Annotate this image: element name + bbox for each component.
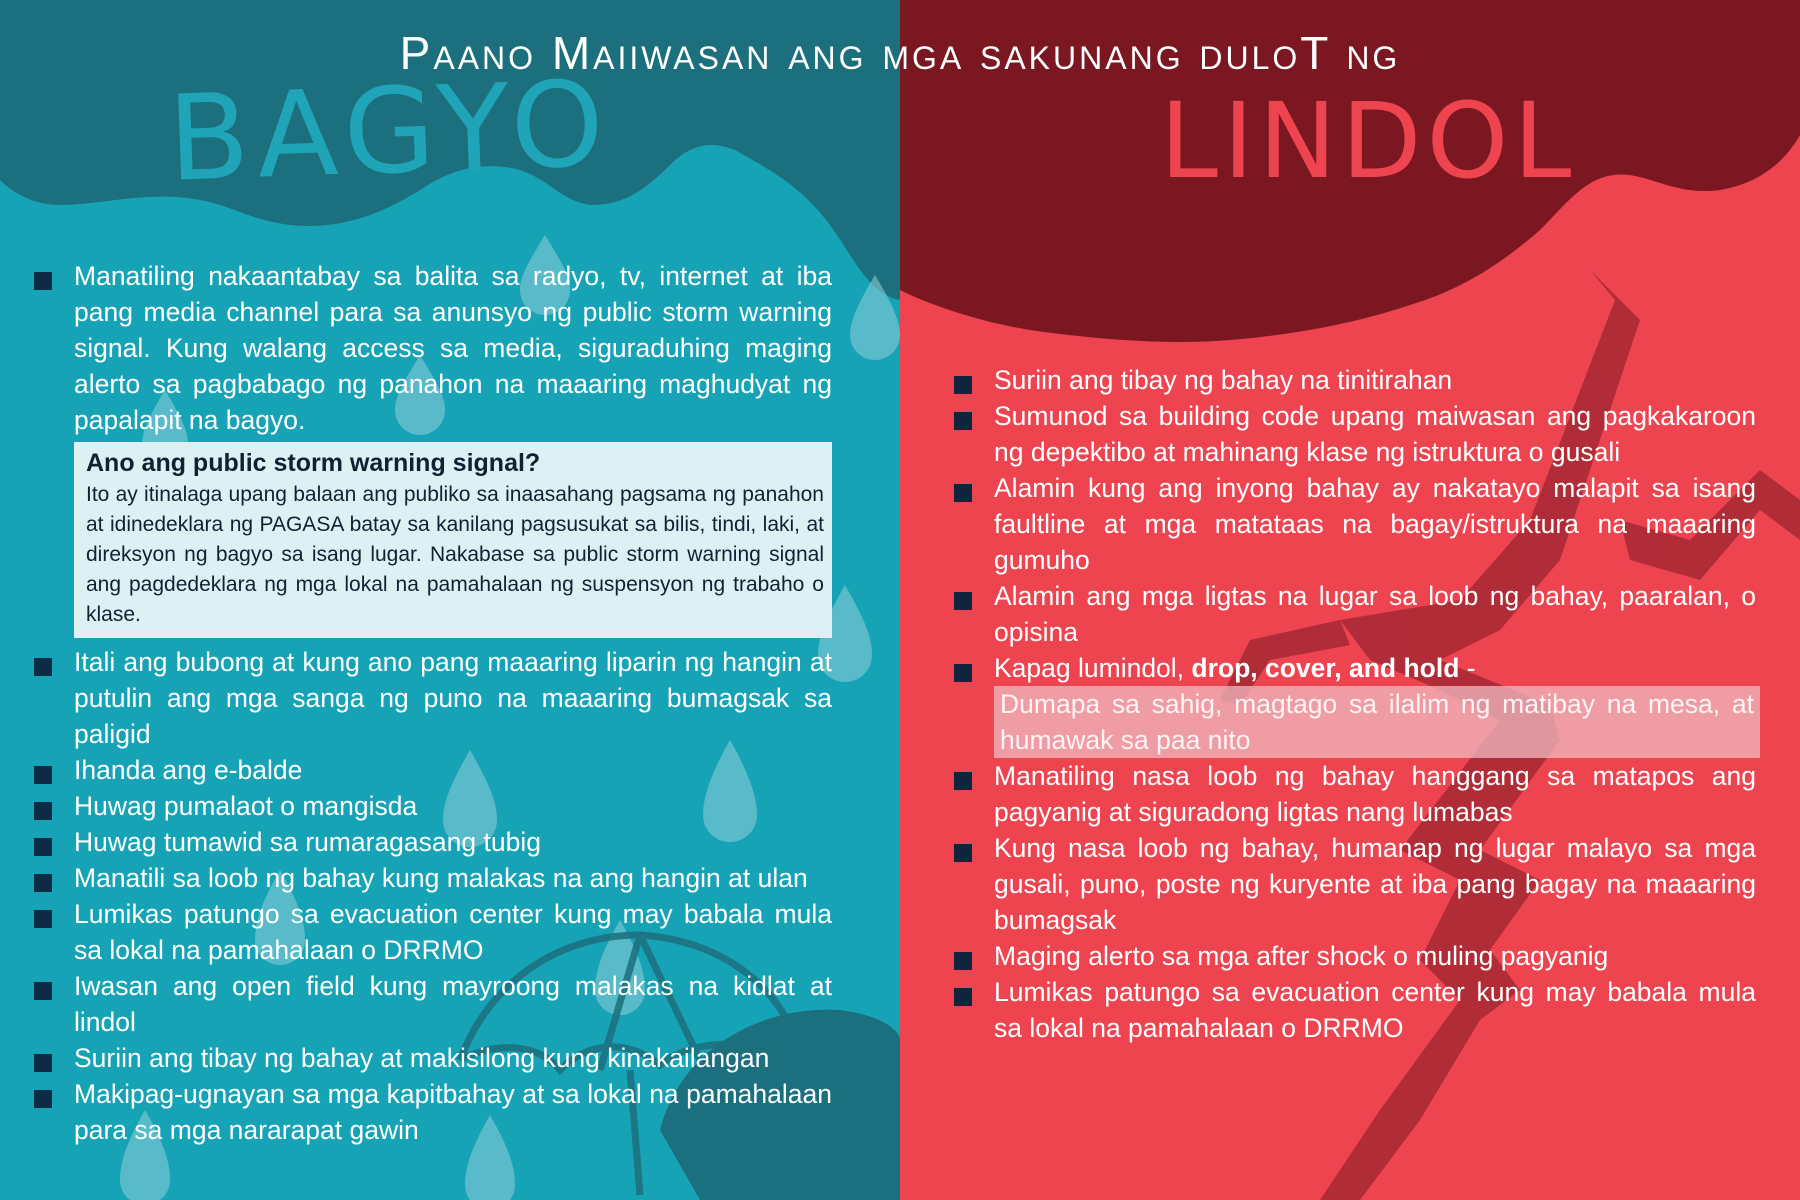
list-item — [950, 758, 1756, 830]
bullet-icon — [34, 982, 52, 1000]
list-item-text: Suriin ang tibay ng bahay at makisilong kung kinakailangan — [74, 1043, 770, 1073]
list-item — [950, 398, 1756, 470]
info-box-body: Ito ay itinalaga upang balaan ang publiko sa inaasahang pagsama ng panahon at idinedeklara ng PAGASA batay sa kanilang pagsusukat sa bilis, tindi, laki, at direksyon ng bagyo sa isang lugar. Nakabase sa public storm warning signal ang pagdedeklara ng mga lokal na pamahalaan ng suspensyon ng trabaho o klase. — [86, 483, 824, 626]
lindol-title: LINDOL — [1160, 80, 1577, 202]
page-title: Paano Maiiwasan ang mga sakunang duloT ng — [399, 27, 1401, 79]
list-item-text: Sumunod sa building code upang maiwasan ang pagkakaroon ng depektibo at mahinang klase ng istruktura o gusali — [994, 401, 1756, 467]
list-item — [950, 470, 1756, 578]
bullet-icon — [34, 1054, 52, 1072]
lindol-list — [950, 362, 1756, 1046]
info-box-heading: Ano ang public storm warning signal? — [86, 449, 541, 477]
bagyo-title: BAGYO — [165, 54, 614, 208]
list-item — [950, 830, 1756, 938]
list-item-text: Manatili sa loob ng bahay kung malakas na ang hangin at ulan — [74, 863, 808, 893]
bullet-icon — [954, 952, 972, 970]
list-item — [30, 752, 832, 788]
bullet-icon — [34, 766, 52, 784]
drop-cover-hold-label: drop, cover, and hold — [1191, 653, 1460, 683]
list-item — [30, 968, 832, 1040]
bullet-icon — [34, 1090, 52, 1108]
list-item — [30, 644, 832, 752]
list-item — [30, 860, 832, 896]
bullet-icon — [954, 376, 972, 394]
list-item — [30, 258, 832, 438]
list-item-text: Ihanda ang e-balde — [74, 755, 303, 785]
drop-cover-hold-highlight: Dumapa sa sahig, magtago sa ilalim ng matibay na mesa, at humawak sa paa nito — [994, 686, 1760, 758]
list-item-text: Makipag-ugnayan sa mga kapitbahay at sa lokal na pamahalaan para sa mga nararapat gawin — [74, 1079, 832, 1145]
bullet-icon — [34, 874, 52, 892]
list-item-text: Huwag tumawid sa rumaragasang tubig — [74, 827, 541, 857]
list-item-text: Suriin ang tibay ng bahay na tinitirahan — [994, 365, 1453, 395]
list-item-text: Huwag pumalaot o mangisda — [74, 791, 418, 821]
list-item-text: Maging alerto sa mga after shock o muling pagyanig — [994, 941, 1609, 971]
list-item — [950, 578, 1756, 650]
bullet-icon — [34, 910, 52, 928]
list-item-drop-cover-hold — [950, 650, 1756, 686]
list-item-text: Alamin kung ang inyong bahay ay nakatayo malapit sa isang faultline at mga matataas na bagay/istruktura na maaaring gumuho — [994, 473, 1756, 575]
bullet-icon — [954, 484, 972, 502]
bullet-icon — [954, 664, 972, 682]
bagyo-list — [30, 258, 832, 1148]
list-item — [950, 362, 1756, 398]
warning-signal-info-box — [74, 442, 832, 638]
list-item — [950, 938, 1756, 974]
bullet-icon — [954, 988, 972, 1006]
bullet-icon — [954, 592, 972, 610]
list-item-text: Alamin ang mga ligtas na lugar sa loob ng bahay, paaralan, o opisina — [994, 581, 1756, 647]
bullet-icon — [34, 272, 52, 290]
bullet-icon — [954, 772, 972, 790]
list-item — [30, 788, 832, 824]
list-item-prefix: Kapag lumindol, — [994, 653, 1192, 683]
list-item-text: Lumikas patungo sa evacuation center kung may babala mula sa lokal na pamahalaan o DRRMO — [994, 977, 1756, 1043]
bullet-icon — [34, 802, 52, 820]
bullet-icon — [34, 838, 52, 856]
list-item — [30, 1040, 832, 1076]
list-item-text: Manatiling nasa loob ng bahay hanggang sa matapos ang pagyanig at siguradong ligtas nang lumabas — [994, 761, 1756, 827]
list-item-text: Iwasan ang open field kung mayroong malakas na kidlat at lindol — [74, 971, 832, 1037]
list-item-text: Kung nasa loob ng bahay, humanap ng lugar malayo sa mga gusali, puno, poste ng kuryente at iba pang bagay na maaaring bumagsak — [994, 833, 1756, 935]
bullet-icon — [34, 658, 52, 676]
list-item — [950, 974, 1756, 1046]
bullet-icon — [954, 412, 972, 430]
list-item-suffix: - — [1459, 653, 1476, 683]
list-item — [30, 1076, 832, 1148]
list-item — [30, 896, 832, 968]
bullet-icon — [954, 844, 972, 862]
list-item-text: Manatiling nakaantabay sa balita sa radyo, tv, internet at iba pang media channel para sa anunsyo ng public storm warning signal. Kung walang access sa media, siguraduhing maging alerto sa pagbabago ng panahon na maaaring maghudyat ng papalapit na bagyo. — [74, 261, 832, 435]
list-item-text: Itali ang bubong at kung ano pang maaaring liparin ng hangin at putulin ang mga sanga ng puno na maaaring bumagsak sa paligid — [74, 647, 832, 749]
list-item-text: Lumikas patungo sa evacuation center kung may babala mula sa lokal na pamahalaan o DRRMO — [74, 899, 832, 965]
list-item — [30, 824, 832, 860]
